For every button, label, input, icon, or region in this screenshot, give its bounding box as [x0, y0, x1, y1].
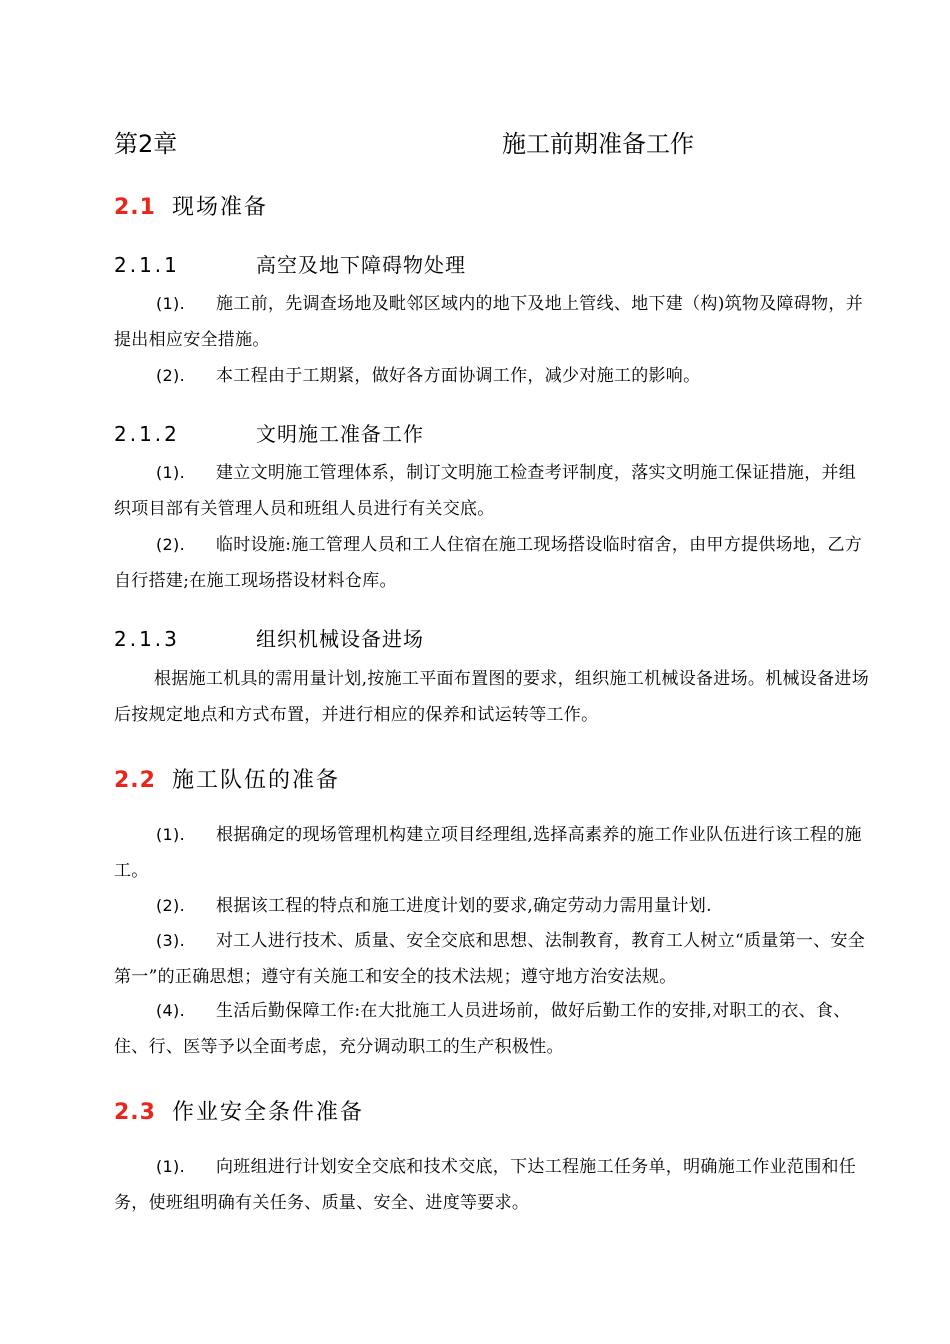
subsection-heading-2-1-2: [114, 418, 424, 447]
list-item: [114, 527, 870, 599]
item-text: 施工前，先调查场地及毗邻区域内的地下及地上管线、地下建（构)筑物及障碍物，并提出相应安全措施。: [114, 294, 864, 350]
subsection-title: 文明施工准备工作: [256, 422, 424, 446]
subsection-number: 2.1.2: [114, 422, 180, 446]
section-title: 作业安全条件准备: [172, 1100, 365, 1125]
subsection-title: 高空及地下障碍物处理: [256, 253, 466, 277]
item-marker: (4).: [156, 1001, 185, 1020]
item-text: 根据确定的现场管理机构建立项目经理组,选择高素养的施工作业队伍进行该工程的施工。: [114, 825, 862, 881]
subsection-number: 2.1.3: [114, 627, 180, 651]
subsection-number: 2.1.1: [114, 253, 180, 277]
item-text: 对工人进行技术、质量、安全交底和思想、法制教育，教育工人树立“质量第一、安全第一”的正确思想；遵守有关施工和安全的技术法规；遵守地方治安法规。: [114, 931, 866, 987]
subsection-heading-2-1-1: [114, 249, 466, 278]
item-marker: (1).: [156, 1157, 185, 1176]
section-title: 施工队伍的准备: [172, 768, 341, 793]
list-item: [114, 923, 870, 995]
paragraph: [114, 661, 870, 733]
chapter-heading: [114, 124, 714, 160]
section-heading-2-3: [114, 1095, 364, 1126]
item-marker: (3).: [156, 931, 185, 950]
item-text: 建立文明施工管理体系，制订文明施工检查考评制度，落实文明施工保证措施，并组织项目部有关管理人员和班组人员进行有关交底。: [114, 463, 857, 519]
item-text: 生活后勤保障工作:在大批施工人员进场前，做好后勤工作的安排,对职工的衣、食、住、行、医等予以全面考虑，充分调动职工的生产积极性。: [114, 1001, 851, 1057]
list-item: [114, 993, 870, 1065]
section-number: 2.2: [114, 768, 156, 793]
item-marker: (1).: [156, 825, 185, 844]
item-marker: (2).: [156, 896, 185, 915]
item-marker: (2).: [156, 535, 185, 554]
item-text: 向班组进行计划安全交底和技术交底，下达工程施工任务单，明确施工作业范围和任务，使班组明确有关任务、质量、安全、进度等要求。: [114, 1157, 857, 1213]
section-number: 2.1: [114, 195, 156, 220]
section-number: 2.3: [114, 1100, 156, 1125]
chapter-number: 第2章: [114, 130, 178, 158]
item-text: 临时设施:施工管理人员和工人住宿在施工现场搭设临时宿舍，由甲方提供场地，乙方自行搭建;在施工现场搭设材料仓库。: [114, 535, 863, 591]
chapter-title: 施工前期准备工作: [502, 130, 694, 158]
list-item: [114, 888, 870, 924]
list-item: [114, 455, 870, 527]
item-marker: (1).: [156, 294, 185, 313]
subsection-title: 组织机械设备进场: [256, 627, 424, 651]
item-text: 本工程由于工期紧，做好各方面协调工作，减少对施工的影响。: [216, 366, 701, 386]
subsection-heading-2-1-3: [114, 623, 424, 652]
paragraph-text: 根据施工机具的需用量计划,按施工平面布置图的要求，组织施工机械设备进场。机械设备进场后按规定地点和方式布置，并进行相应的保养和试运转等工作。: [114, 669, 870, 725]
section-heading-2-2: [114, 763, 340, 794]
list-item: [114, 817, 870, 889]
section-heading-2-1: [114, 190, 268, 221]
list-item: [114, 286, 870, 358]
item-marker: (2).: [156, 366, 185, 385]
list-item: [114, 358, 870, 394]
item-marker: (1).: [156, 463, 185, 482]
list-item: [114, 1149, 870, 1221]
section-title: 现场准备: [172, 195, 269, 220]
item-text: 根据该工程的特点和施工进度计划的要求,确定劳动力需用量计划.: [216, 896, 712, 916]
